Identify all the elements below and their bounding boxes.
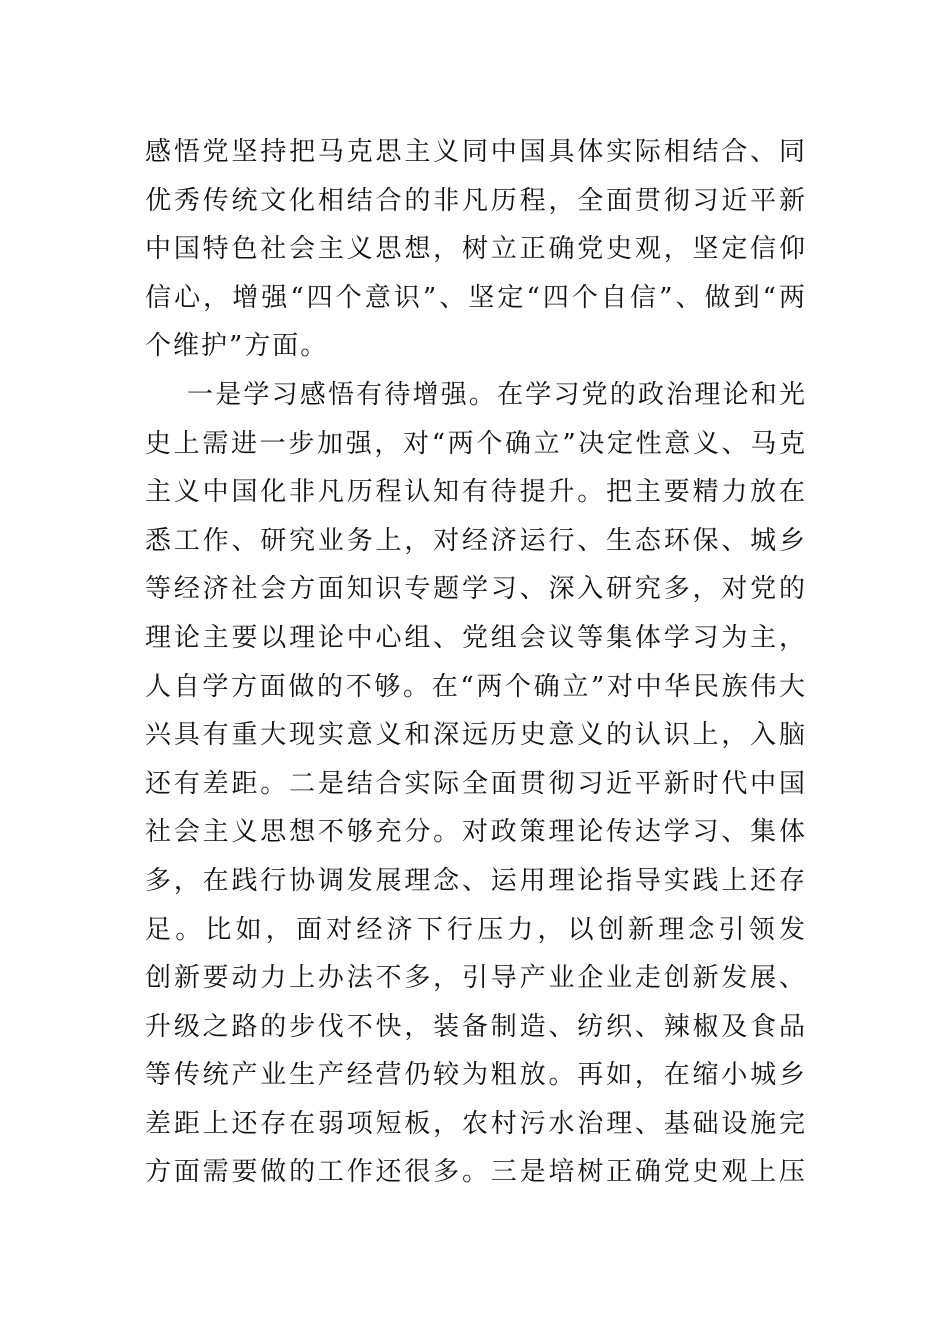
paragraph-first-line: 一是学习感悟有待增强。在学习党的政治理论和光 bbox=[187, 379, 807, 410]
text-line: 多，在践行协调发展理念、运用理论指导实践上还存 bbox=[145, 865, 807, 896]
text-line: 方面需要做的工作还很多。三是培树正确党史观上压 bbox=[145, 1157, 807, 1188]
text-line: 主义中国化非凡历程认知有待提升。把主要精力放在 bbox=[145, 477, 807, 508]
text-line: 兴具有重大现实意义和深远历史意义的认识上，入脑 bbox=[145, 720, 807, 751]
text-line: 感悟党坚持把马克思主义同中国具体实际相结合、同 bbox=[145, 137, 807, 167]
text-line: 悉工作、研究业务上，对经济运行、生态环保、城乡 bbox=[145, 525, 807, 556]
text-line: 创新要动力上办法不多，引导产业企业走创新发展、 bbox=[145, 963, 807, 994]
text-line: 优秀传统文化相结合的非凡历程，全面贯彻习近平新 bbox=[145, 185, 807, 216]
text-line: 等经济社会方面知识专题学习、深入研究多，对党的 bbox=[145, 574, 807, 605]
text-line: 足。比如，面对经济下行压力，以创新理念引领发 bbox=[145, 914, 807, 945]
text-line: 还有差距。二是结合实际全面贯彻习近平新时代中国 bbox=[145, 768, 807, 799]
text-line: 人自学方面做的不够。在“两个确立”对中华民族伟大 bbox=[145, 671, 807, 702]
text-line: 理论主要以理论中心组、党组会议等集体学习为主， bbox=[145, 622, 807, 653]
text-line: 中国特色社会主义思想，树立正确党史观，坚定信仰 bbox=[145, 234, 807, 265]
text-line: 信心，增强“四个意识”、坚定“四个自信”、做到“两 bbox=[145, 282, 807, 313]
text-line: 差距上还存在弱项短板，农村污水治理、基础设施完 bbox=[145, 1108, 807, 1139]
text-line: 升级之路的步伐不快，装备制造、纺织、辣椒及食品 bbox=[145, 1011, 807, 1042]
text-line: 个维护”方面。 bbox=[145, 331, 329, 362]
text-line: 等传统产业生产经营仍较为粗放。再如，在缩小城乡 bbox=[145, 1060, 807, 1091]
text-line: 社会主义思想不够充分。对政策理论传达学习、集体 bbox=[145, 817, 807, 848]
text-line: 史上需进一步加强，对“两个确立”决定性意义、马克 bbox=[145, 428, 807, 459]
body-text bbox=[145, 128, 807, 1197]
